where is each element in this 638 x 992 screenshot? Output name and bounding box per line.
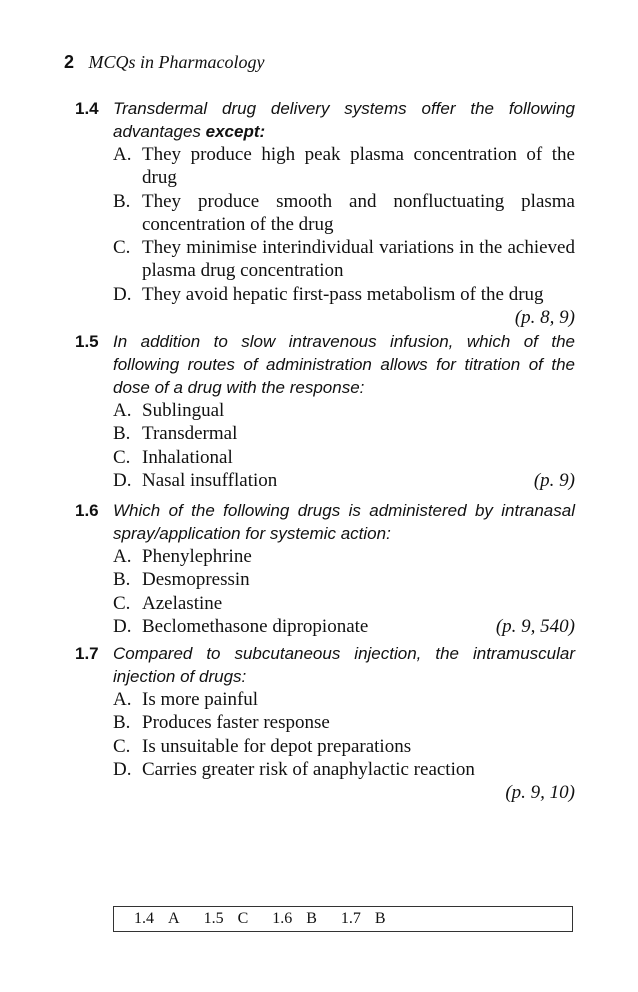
stem-emphasis: except:	[205, 122, 266, 141]
answer-item: 1.4 A	[134, 910, 180, 927]
question-1-6	[75, 499, 575, 638]
option-c: C. Inhalational	[113, 446, 233, 468]
page-reference: (p. 9, 540)	[495, 615, 575, 637]
option-a: A. Sublingual	[113, 400, 225, 421]
question-number: 1.7	[75, 644, 99, 663]
option-a: A. Is more painful	[113, 689, 259, 710]
question-stem: Which of the following drugs is administered by intranasal spray/application for systemic action:	[113, 501, 575, 543]
question-1-7	[75, 642, 575, 804]
option-d: D. Nasal insufflation (p. 9)	[113, 469, 575, 491]
page-reference: (p. 9)	[533, 469, 575, 491]
question-stem: Transdermal drug delivery systems offer the following advantages except:	[113, 99, 575, 141]
question-1-4	[75, 97, 575, 329]
option-c: C. Is unsuitable for depot preparations	[113, 735, 412, 757]
option-b: B. They produce smooth and nonfluctuating plasma concentration of the drug	[113, 190, 575, 235]
answer-item: 1.6 B	[272, 910, 317, 927]
page-number: 2	[64, 52, 75, 72]
question-number: 1.6	[75, 501, 99, 520]
options-list	[75, 399, 575, 492]
question-1-5	[75, 330, 575, 492]
book-title: MCQs in Pharmacology	[88, 52, 265, 72]
option-c: C. Azelastine	[113, 592, 223, 614]
option-b: B. Desmopressin	[113, 569, 250, 591]
answer-item: 1.5 C	[203, 910, 249, 927]
page-header	[64, 52, 265, 73]
option-b: B. Produces faster response	[113, 712, 330, 734]
options-list	[75, 545, 575, 638]
page-reference: (p. 8, 9)	[514, 307, 575, 329]
option-d: D. Carries greater risk of anaphylactic reaction	[113, 758, 475, 780]
answer-key	[113, 906, 573, 932]
option-d: D. Beclomethasone dipropionate (p. 9, 540)	[113, 615, 575, 637]
question-number: 1.4	[75, 99, 99, 118]
options-list	[75, 143, 575, 329]
option-a: A. They produce high peak plasma concentration of the drug	[113, 144, 575, 189]
option-b: B. Transdermal	[113, 423, 238, 445]
question-stem: In addition to slow intravenous infusion, which of the following routes of administration allows for titration of the dose of a drug with the response:	[113, 332, 575, 397]
option-d: D. They avoid hepatic first-pass metabolism of the drug (p. 8, 9)	[113, 283, 575, 329]
option-c: C. They minimise interindividual variations in the achieved plasma drug concentration	[113, 237, 575, 282]
options-list	[75, 688, 575, 781]
option-a: A. Phenylephrine	[113, 546, 252, 567]
page-reference: (p. 9, 10)	[505, 782, 575, 804]
question-stem: Compared to subcutaneous injection, the intramuscular injection of drugs:	[113, 644, 575, 686]
question-number: 1.5	[75, 332, 99, 351]
answer-item: 1.7 B	[340, 910, 386, 927]
